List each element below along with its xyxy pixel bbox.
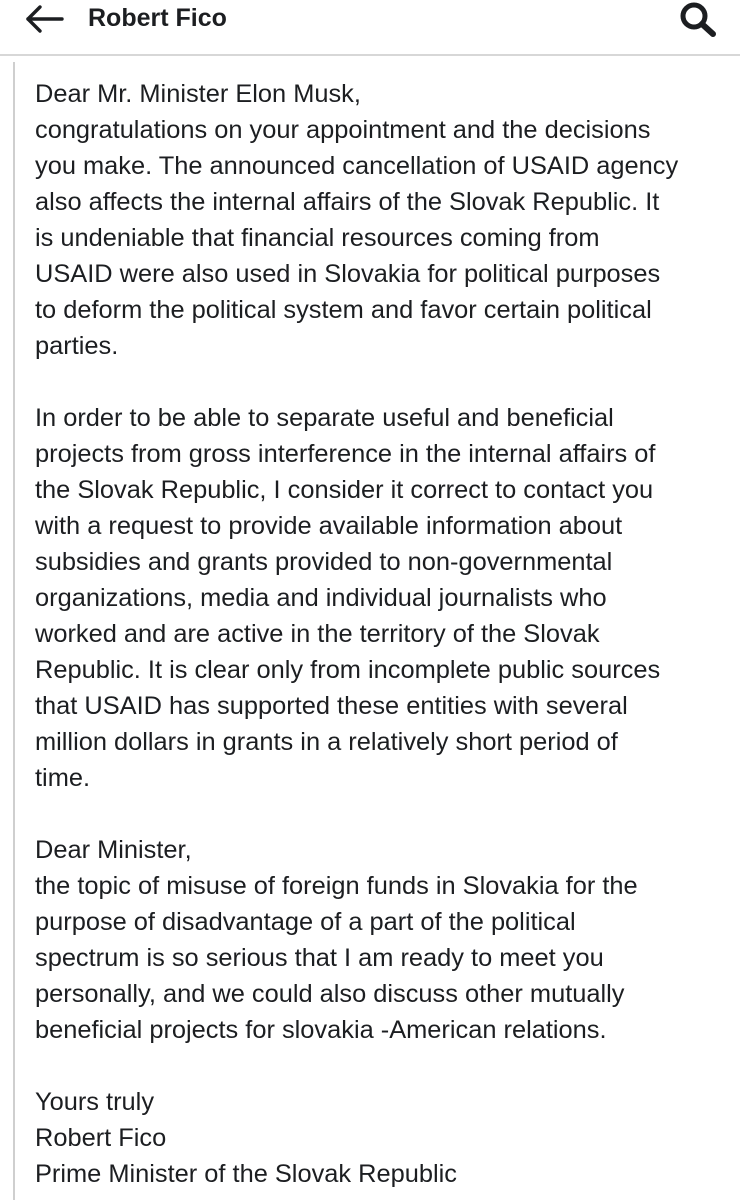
letter-body xyxy=(35,76,735,1192)
letter-line: million dollars in grants in a relatively short period of xyxy=(35,728,618,756)
signature-line: Yours truly xyxy=(35,1088,155,1116)
signature-line: Robert Fico xyxy=(35,1124,167,1152)
letter-line: with a request to provide available information about xyxy=(35,512,623,540)
letter-line: purpose of disadvantage of a part of the political xyxy=(35,908,576,936)
letter-line: spectrum is so serious that I am ready to meet you xyxy=(35,944,604,972)
letter-line: to deform the political system and favor certain political xyxy=(35,296,652,324)
letter-line: Dear Minister, xyxy=(35,836,192,864)
letter-line: projects from gross interference in the internal affairs of xyxy=(35,440,656,468)
letter-signature xyxy=(35,1084,735,1192)
letter-line: Republic. It is clear only from incomplete public sources xyxy=(35,656,661,684)
letter-line: beneficial projects for slovakia -American relations. xyxy=(35,1016,607,1044)
search-icon xyxy=(678,0,718,38)
page-title: Robert Fico xyxy=(88,4,227,32)
letter-line: USAID were also used in Slovakia for political purposes xyxy=(35,260,661,288)
letter-line: parties. xyxy=(35,332,119,360)
back-button[interactable] xyxy=(22,2,66,38)
search-button[interactable] xyxy=(678,0,718,38)
letter-line: that USAID has supported these entities with several xyxy=(35,692,628,720)
letter-paragraph xyxy=(35,832,735,1048)
signature-line: Prime Minister of the Slovak Republic xyxy=(35,1160,457,1188)
letter-line: time. xyxy=(35,764,91,792)
letter-line: In order to be able to separate useful and beneficial xyxy=(35,404,614,432)
letter-line: you make. The announced cancellation of USAID agency xyxy=(35,152,679,180)
letter-line: subsidies and grants provided to non-governmental xyxy=(35,548,613,576)
letter-line: congratulations on your appointment and the decisions xyxy=(35,116,651,144)
letter-line: personally, and we could also discuss other mutually xyxy=(35,980,625,1008)
letter-line: the topic of misuse of foreign funds in Slovakia for the xyxy=(35,872,638,900)
letter-paragraph xyxy=(35,76,735,364)
letter-line: the Slovak Republic, I consider it correct to contact you xyxy=(35,476,654,504)
arrow-left-icon xyxy=(22,2,66,38)
top-bar xyxy=(0,0,740,56)
letter-line: organizations, media and individual journalists who xyxy=(35,584,607,612)
letter-paragraph xyxy=(35,400,735,796)
letter-line: is undeniable that financial resources coming from xyxy=(35,224,600,252)
letter-line: worked and are active in the territory of the Slovak xyxy=(35,620,600,648)
letter-line: also affects the internal affairs of the Slovak Republic. It xyxy=(35,188,660,216)
letter-line: Dear Mr. Minister Elon Musk, xyxy=(35,80,361,108)
